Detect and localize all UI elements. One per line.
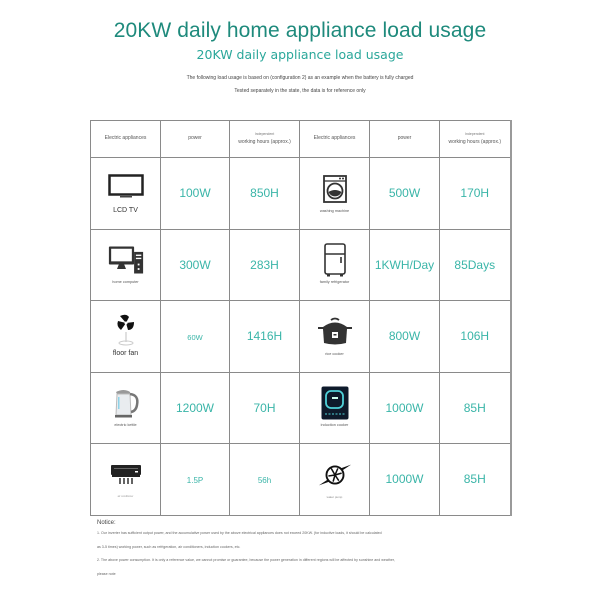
power-value: 1200W bbox=[175, 400, 215, 415]
hours-cell bbox=[440, 301, 511, 373]
header-appliance bbox=[91, 121, 161, 158]
appliance-cell bbox=[91, 158, 161, 230]
hours-value: 170H bbox=[460, 186, 490, 201]
rice-cooker-icon bbox=[317, 317, 353, 347]
appliance-cell bbox=[300, 229, 370, 301]
power-cell bbox=[161, 158, 230, 230]
hours-value: 106H bbox=[460, 329, 490, 344]
hours-cell bbox=[440, 444, 511, 516]
induction-cooker-icon bbox=[317, 388, 353, 418]
hours-cell bbox=[230, 444, 300, 516]
description-line-1: The following load usage is based on (configuration 2) as an example when the battery is fully charged bbox=[186, 75, 414, 81]
computer-icon bbox=[108, 245, 144, 275]
appliance-cell bbox=[91, 301, 161, 373]
hours-cell bbox=[440, 158, 511, 230]
load-usage-table bbox=[90, 120, 512, 516]
hours-cell bbox=[440, 372, 511, 444]
page-title: 20KW daily home appliance load usage bbox=[113, 19, 487, 42]
power-value: 800W bbox=[388, 329, 421, 344]
power-value: 500W bbox=[388, 186, 421, 201]
hours-cell bbox=[230, 372, 300, 444]
power-cell bbox=[370, 372, 440, 444]
notice-line: as 3-5 times) working power, such as refrigeration, air conditioners, induction cookers, etc. bbox=[97, 544, 241, 549]
power-cell bbox=[161, 301, 230, 373]
appliance-cell bbox=[91, 372, 161, 444]
table-row bbox=[91, 158, 511, 230]
tv-icon bbox=[108, 172, 144, 202]
header-power-2 bbox=[370, 121, 440, 158]
fan-icon bbox=[108, 315, 144, 345]
hours-value: 283H bbox=[250, 257, 279, 272]
appliance-cell bbox=[91, 229, 161, 301]
header-power-label-2: power bbox=[397, 135, 412, 142]
power-cell bbox=[370, 444, 440, 516]
hours-value: 85H bbox=[463, 472, 486, 487]
appliance-cell bbox=[300, 301, 370, 373]
appliance-label: floor fan bbox=[112, 350, 139, 358]
power-value: 1KWH/Day bbox=[374, 257, 435, 272]
description-line-2: Tested separately in the state, the data is for reference only bbox=[234, 88, 366, 94]
appliance-cell bbox=[300, 444, 370, 516]
refrigerator-icon bbox=[317, 245, 353, 275]
header-hours-note-2: Independent bbox=[465, 131, 485, 136]
appliance-cell bbox=[91, 444, 161, 516]
power-cell bbox=[161, 444, 230, 516]
appliance-label: washing machine bbox=[319, 208, 350, 213]
table-row bbox=[91, 372, 511, 444]
power-cell bbox=[370, 301, 440, 373]
hours-value: 70H bbox=[253, 400, 276, 415]
header-power-label: power bbox=[188, 135, 202, 142]
appliance-cell bbox=[300, 372, 370, 444]
hours-value: 1416H bbox=[246, 329, 283, 344]
header-power bbox=[161, 121, 230, 158]
kettle-icon bbox=[108, 388, 144, 418]
hours-value: 85H bbox=[463, 400, 486, 415]
header-hours bbox=[230, 121, 300, 158]
power-value: 60W bbox=[187, 333, 203, 343]
header-hours-label: working hours (approx.) bbox=[238, 138, 291, 145]
appliance-label: water pump bbox=[326, 494, 343, 499]
notice-title: Notice: bbox=[97, 520, 116, 526]
appliance-cell bbox=[300, 158, 370, 230]
table-header-row bbox=[91, 121, 511, 158]
appliance-label: electric kettle bbox=[114, 423, 137, 428]
hours-cell bbox=[230, 301, 300, 373]
header-hours-label-2: working hours (approx.) bbox=[448, 138, 502, 145]
power-cell bbox=[161, 229, 230, 301]
table-row bbox=[91, 229, 511, 301]
hours-value: 56h bbox=[257, 476, 272, 486]
header-hours-2 bbox=[440, 121, 511, 158]
power-cell bbox=[161, 372, 230, 444]
appliance-label: rice cooker bbox=[325, 351, 344, 356]
power-value: 1.5P bbox=[186, 476, 204, 486]
header-appliance-label-2: Electric appliances bbox=[313, 135, 356, 142]
appliance-label: air conditioner bbox=[117, 495, 134, 499]
hours-cell bbox=[440, 229, 511, 301]
appliance-label: home computer bbox=[112, 280, 139, 285]
hours-cell bbox=[230, 229, 300, 301]
hours-value: 850H bbox=[250, 186, 279, 201]
notice-line: please note bbox=[97, 571, 116, 576]
header-hours-note: Independent bbox=[254, 131, 275, 136]
washing-machine-icon bbox=[317, 174, 353, 204]
power-cell bbox=[370, 229, 440, 301]
power-value: 300W bbox=[179, 257, 211, 272]
power-cell bbox=[370, 158, 440, 230]
appliance-label: LCD TV bbox=[113, 207, 138, 215]
air-conditioner-icon bbox=[108, 460, 144, 490]
power-value: 1000W bbox=[385, 400, 424, 415]
table-row bbox=[91, 301, 511, 373]
page-subtitle: 20KW daily appliance load usage bbox=[196, 47, 404, 62]
table-row bbox=[91, 444, 511, 516]
header-appliance-label: Electric appliances bbox=[104, 135, 147, 142]
header-appliance-2 bbox=[300, 121, 370, 158]
power-value: 100W bbox=[179, 186, 211, 201]
water-pump-icon bbox=[317, 460, 353, 490]
hours-cell bbox=[230, 158, 300, 230]
hours-value: 85Days bbox=[454, 257, 496, 272]
notice-line: 1. Our inverter has sufficient output power, and the accumulative power used by the above electrical appliances does not exceed 20KW. (for inductive loads, it should be calculated bbox=[97, 531, 382, 535]
notice-line: 2. The above power consumption. It is only a reference value, we cannot promise or guarantee, because the power generation in different regions will be affected by sunshine and weather, bbox=[97, 558, 395, 562]
notice-section bbox=[97, 520, 497, 585]
appliance-label: induction cooker bbox=[320, 423, 349, 428]
power-value: 1000W bbox=[385, 472, 424, 487]
appliance-label: family refrigerator bbox=[319, 280, 350, 285]
